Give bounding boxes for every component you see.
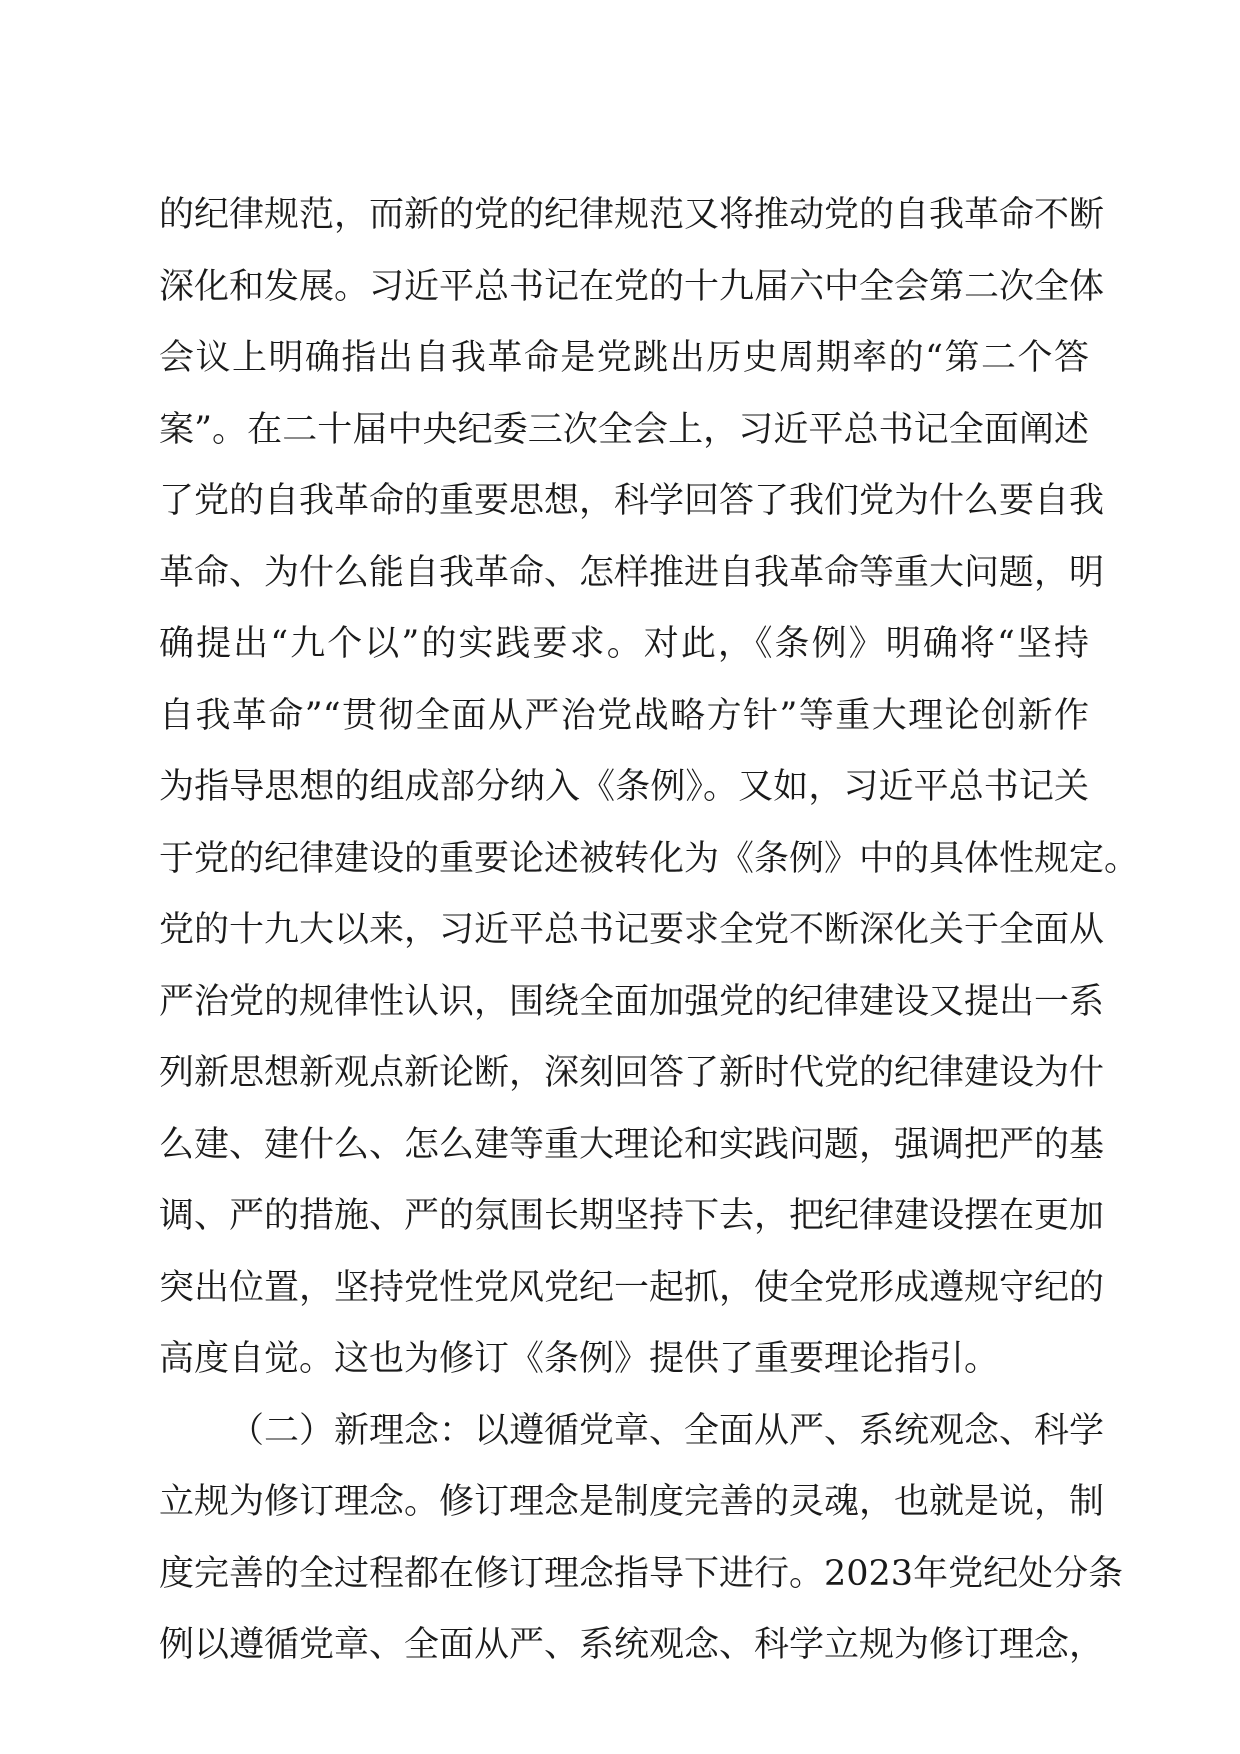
text-line: 调、严的措施、严的氛围长期坚持下去，把纪律建设摆在更加 (159, 1196, 1105, 1236)
text-line: 确提出“九个以”的实践要求。对此，《条例》明确将“坚持 (159, 624, 1089, 664)
text-line: 了党的自我革命的重要思想，科学回答了我们党为什么要自我 (159, 481, 1105, 521)
text-line: 严治党的规律性认识，围绕全面加强党的纪律建设又提出一系 (159, 981, 1105, 1022)
section-heading-line: （二）新理念：以遵循党章、全面从严、系统观念、科学 (229, 1410, 1105, 1451)
text-line: 例以遵循党章、全面从严、系统观念、科学立规为修订理念， (159, 1625, 1105, 1665)
text-line: 于党的纪律建设的重要论述被转化为《条例》中的具体性规定。 (159, 838, 1140, 879)
document-body (159, 180, 1140, 1682)
text-line: 为指导思想的组成部分纳入《条例》。又如，习近平总书记关 (159, 767, 1089, 807)
text-line: 革命、为什么能自我革命、怎样推进自我革命等重大问题，明 (159, 552, 1105, 593)
text-line: 突出位置，坚持党性党风党纪一起抓，使全党形成遵规守纪的 (159, 1267, 1105, 1308)
text-line: 党的十九大以来，习近平总书记要求全党不断深化关于全面从 (159, 910, 1105, 950)
text-line: 立规为修订理念。修订理念是制度完善的灵魂，也就是说，制 (159, 1482, 1105, 1522)
paragraph-1 (159, 180, 1140, 1396)
text-line: 的纪律规范，而新的党的纪律规范又将推动党的自我革命不断 (159, 195, 1105, 235)
text-line: 列新思想新观点新论断，深刻回答了新时代党的纪律建设为什 (159, 1053, 1105, 1093)
text-line: 度完善的全过程都在修订理念指导下进行。2023年党纪处分条 (159, 1553, 1124, 1594)
paragraph-2 (159, 1396, 1124, 1682)
text-line: 高度自觉。这也为修订《条例》提供了重要理论指引。 (159, 1339, 1000, 1379)
text-line: 么建、建什么、怎么建等重大理论和实践问题，强调把严的基 (159, 1124, 1105, 1165)
text-line: 自我革命”“贯彻全面从严治党战略方针”等重大理论创新作 (159, 695, 1089, 736)
text-line: 深化和发展。习近平总书记在党的十九届六中全会第二次全体 (159, 266, 1105, 307)
text-line: 案”。在二十届中央纪委三次全会上，习近平总书记全面阐述 (159, 409, 1089, 450)
text-line: 会议上明确指出自我革命是党跳出历史周期率的“第二个答 (159, 338, 1089, 378)
